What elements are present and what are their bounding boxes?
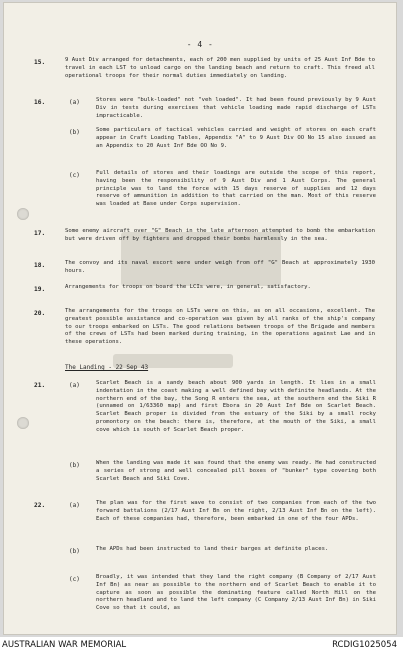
subparagraph-label: (b) [69, 548, 80, 555]
paragraph-number: 19. [34, 286, 46, 293]
paragraph-text: The APDs had been instructed to land their barges at definite places. [96, 546, 329, 552]
subparagraph-label: (b) [69, 129, 80, 136]
paragraph-number: 22. [34, 502, 46, 509]
subparagraph-label: (a) [69, 99, 80, 106]
paragraph-number: 16. [34, 99, 46, 106]
paragraph-text: Some enemy aircraft over "G" Beach in the late afternoon attempted to bomb the embarkation but were driven off by fighters and dropped their bombs harmlessly in the sea. [65, 228, 375, 242]
subparagraph-label: (c) [69, 172, 80, 179]
subparagraph-label: (a) [69, 502, 80, 509]
paragraph-text: The plan was for the first wave to consist of two companies from each of the two forward battalions (2/17 Aust Inf Bn on the right, 2/13 Aust Inf Bn on the left). Each of these companies had, therefore, been embarked in one of the four APDs. [96, 500, 376, 522]
archive-name: AUSTRALIAN WAR MEMORIAL [2, 640, 127, 650]
paragraph-text: The convoy and its naval escort were under weigh from off "G" Beach at approximately 1930 hours. [65, 260, 375, 274]
paragraph-number: 21. [34, 382, 46, 389]
paragraph-number: 15. [34, 59, 46, 66]
paragraph-number: 18. [34, 262, 46, 269]
paragraph-text: Stores were "bulk-loaded" not "veh loaded". It had been found previously by 9 Aust Div in tests during exercises that vehicle loading made rapid discharge of LSTs impracticable. [96, 97, 376, 119]
paragraph-text: Broadly, it was intended that they land the right company (B Company of 2/17 Aust Inf Bn) as near as possible to the northern end of Scarlet Beach to enable it to capture as soon as possible the dominating feature called North Hill on the northern headland and to land the left company (C Company 2/13 Aust Inf Bn) in Siki Cove so that it could, as [96, 574, 376, 612]
page-number: - 4 - [186, 40, 214, 49]
subparagraph-label: (c) [69, 576, 80, 583]
subparagraph-label: (a) [69, 382, 80, 389]
paragraph-text: 9 Aust Div arranged for detachments, each of 200 men supplied by units of 25 Aust Inf Bde to travel in each LST to unload cargo on the landing beach and return to craft. This freed all operational troops for their normal duties immediately on landing. [65, 57, 375, 79]
paragraph-number: 17. [34, 230, 46, 237]
paragraph-text: When the landing was made it was found that the enemy was ready. He had constructed a series of strong and well concealed pill boxes of "bunker" type covering both Scarlet Beach and Siki Cove. [96, 460, 376, 482]
document-page [3, 2, 397, 635]
section-heading: The Landing - 22 Sep 43 [65, 364, 149, 371]
paragraph-text: Some particulars of tactical vehicles carried and weight of stores on each craft appear in Craft Loading Tables, Appendix "A" to 9 Aust Div OO No 15 also issued as an Appendix to 20 Aust Inf Bde OO No 9. [96, 127, 376, 149]
record-id: RCDIG1025054 [332, 640, 397, 650]
paragraph-text: Scarlet Beach is a sandy beach about 900 yards in length. It lies in a small indentation in the coast making a well defined bay with definite headlands. At the northern end of the bay, the Song R enters the sea, at the southern end the Siki R (unnamed on 1/63360 map) and first Ebora in 20 Aust Inf Bde on Scarlet Beach. Scarlet Beach proper is divided from the estuary of the Siki by a small rocky promontory on the beach: there is, therefore, at the mouth of the Siki, a small cove which is south of Scarlet Beach proper. [96, 380, 376, 433]
paragraph-number: 20. [34, 310, 46, 317]
archive-footer [0, 637, 403, 653]
document-body [3, 2, 397, 635]
paragraph-text: The arrangements for the troops on LSTs were on this, as on all occasions, excellent. The greatest possible assistance and co-operation was given by all ranks of the ship's company to our troops embarked on LSTs. The good relations between troops of the Brigade and members of the crews of LSTs had been marked during training, in the operations against Lae and in these operations. [65, 308, 375, 346]
subparagraph-label: (b) [69, 462, 80, 469]
paragraph-text: Full details of stores and their loadings are outside the scope of this report, having been the responsibility of 9 Aust Div and 1 Aust Corps. The general principle was to land the force with 15 days reserve of supplies and 12 days reserve of ammunition in addition to that carried on the man. Most of this reserve was loaded at Base under Corps supervision. [96, 170, 376, 208]
paragraph-text: Arrangements for troops on board the LCIs were, in general, satisfactory. [65, 284, 311, 290]
